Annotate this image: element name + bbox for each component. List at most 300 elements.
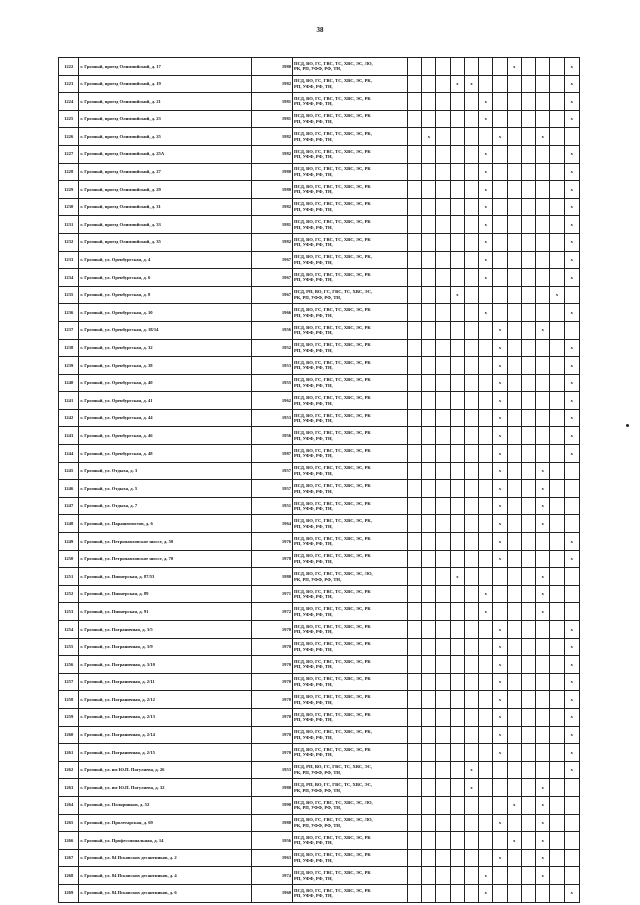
work-mark-cell	[550, 93, 564, 111]
work-mark-cell	[408, 163, 422, 181]
work-mark-cell	[408, 58, 422, 76]
work-mark-cell	[507, 145, 521, 163]
work-mark: x	[498, 538, 502, 544]
work-mark-cell	[493, 321, 507, 339]
work-mark-cell	[436, 832, 450, 850]
work-mark-cell	[479, 832, 493, 850]
work-mark-cell	[450, 251, 464, 269]
work-mark-cell	[564, 233, 579, 251]
systems-cell	[293, 533, 408, 551]
table-row	[59, 744, 580, 762]
work-mark-cell	[536, 304, 550, 322]
work-mark-cell	[550, 656, 564, 674]
address-cell: г. Грозный, ул. 84 Псковских десантников, д. 6	[79, 884, 252, 902]
systems-cell	[293, 181, 408, 199]
work-mark-cell	[479, 198, 493, 216]
row-number: 1266	[59, 832, 79, 850]
work-mark-cell	[479, 216, 493, 234]
row-number: 1237	[59, 321, 79, 339]
year-cell: 1956	[252, 321, 293, 339]
table-row	[59, 638, 580, 656]
systems-line: ПСД, ВО, ГС, ГВС, ТС, ХВС, ЭС, РК,	[294, 78, 372, 84]
work-mark: x	[498, 380, 502, 386]
systems-cell	[293, 374, 408, 392]
work-mark-cell	[493, 110, 507, 128]
systems-line: РП, УФФ, РФ, ТН,	[294, 629, 333, 635]
systems-line: РП, УФФ, РФ, ТН,	[294, 875, 333, 881]
work-mark-cell	[507, 93, 521, 111]
table-row	[59, 621, 580, 639]
work-mark: x	[541, 133, 544, 139]
systems-cell	[293, 339, 408, 357]
work-mark-cell	[450, 163, 464, 181]
work-mark-cell	[550, 216, 564, 234]
work-mark-cell	[464, 708, 478, 726]
work-mark: x	[498, 696, 502, 702]
work-mark-cell	[493, 427, 507, 445]
work-mark-cell	[408, 93, 422, 111]
row-number: 1222	[59, 58, 79, 76]
work-mark-cell	[422, 656, 436, 674]
work-mark-cell	[521, 233, 535, 251]
work-mark-cell	[507, 480, 521, 498]
table-row	[59, 445, 580, 463]
work-mark-cell	[479, 515, 493, 533]
systems-line: РП, УФФ, РФ, ТН,	[294, 101, 333, 107]
work-mark-cell	[564, 568, 579, 586]
work-mark-cell	[564, 145, 579, 163]
work-mark-cell	[550, 304, 564, 322]
work-mark-cell	[493, 480, 507, 498]
work-mark-cell	[450, 585, 464, 603]
work-mark-cell	[464, 867, 478, 885]
address-cell: г. Грозный, ул. Оренбургская, д. 6	[79, 269, 252, 287]
systems-line: ПСД, ВО, ГС, ГВС, ТС, ХВС, ЭС, РК	[294, 641, 371, 647]
work-mark-cell	[521, 638, 535, 656]
work-mark-cell	[408, 269, 422, 287]
systems-line: ПСД, ВО, ГС, ГВС, ТС, ХВС, ЭС, РК	[294, 307, 371, 313]
address-cell: г. Грозный, ул. им Ю.П. Погуляева, д. 26	[79, 761, 252, 779]
work-mark-cell	[507, 409, 521, 427]
row-number: 1238	[59, 339, 79, 357]
work-mark-cell	[479, 445, 493, 463]
table-row	[59, 726, 580, 744]
work-mark-cell	[408, 251, 422, 269]
work-mark-cell	[507, 638, 521, 656]
table-row	[59, 691, 580, 709]
work-mark-cell	[479, 409, 493, 427]
work-mark-cell	[450, 796, 464, 814]
year-cell: 1964	[252, 515, 293, 533]
row-number: 1255	[59, 638, 79, 656]
work-mark: x	[456, 292, 459, 298]
work-mark-cell	[436, 409, 450, 427]
work-mark: x	[570, 169, 573, 175]
work-mark-cell	[536, 427, 550, 445]
work-mark-cell	[450, 497, 464, 515]
work-mark-cell	[521, 409, 535, 427]
year-cell: 1970	[252, 638, 293, 656]
systems-line: РП, УФФ, РФ, ТН,	[294, 699, 333, 705]
work-mark-cell	[521, 656, 535, 674]
systems-cell	[293, 427, 408, 445]
work-mark-cell	[550, 198, 564, 216]
work-mark-cell	[536, 832, 550, 850]
work-mark-cell	[564, 585, 579, 603]
table-row	[59, 286, 580, 304]
work-mark-cell	[436, 233, 450, 251]
work-mark-cell	[408, 744, 422, 762]
work-mark-cell	[507, 304, 521, 322]
row-number: 1228	[59, 163, 79, 181]
year-cell: 1981	[252, 110, 293, 128]
work-mark-cell	[521, 339, 535, 357]
work-mark: x	[498, 485, 502, 491]
work-mark: x	[570, 538, 573, 544]
work-mark-cell	[464, 374, 478, 392]
systems-cell	[293, 550, 408, 568]
address-cell: г. Грозный, ул. Оренбургская, д. 48	[79, 445, 252, 463]
work-mark-cell	[422, 93, 436, 111]
work-mark-cell	[521, 110, 535, 128]
work-mark-cell	[493, 638, 507, 656]
work-mark-cell	[422, 357, 436, 375]
work-mark: x	[570, 204, 573, 210]
work-mark-cell	[564, 515, 579, 533]
work-mark: x	[541, 608, 544, 614]
work-mark-cell	[493, 75, 507, 93]
systems-line: ПСД, ВО, ГС, ГВС, ТС, ХВС, ЭС, РК	[294, 711, 371, 717]
work-mark: x	[484, 239, 487, 245]
table-row	[59, 814, 580, 832]
year-cell: 1980	[252, 568, 293, 586]
work-mark-cell	[408, 761, 422, 779]
work-mark-cell	[564, 251, 579, 269]
work-mark-cell	[422, 409, 436, 427]
work-mark-cell	[521, 585, 535, 603]
work-mark-cell	[422, 726, 436, 744]
work-mark-cell	[507, 163, 521, 181]
work-mark-cell	[536, 691, 550, 709]
work-mark-cell	[408, 286, 422, 304]
work-mark-cell	[450, 550, 464, 568]
systems-line: РП, УФФ, РФ, ТН,	[294, 752, 333, 758]
work-mark-cell	[536, 145, 550, 163]
address-cell: г. Грозный, ул. им Ю.П. Погуляева, д. 32	[79, 779, 252, 797]
work-mark-cell	[521, 533, 535, 551]
systems-line: РП, УФФ, РФ, ТН,	[294, 171, 333, 177]
work-mark-cell	[436, 128, 450, 146]
work-mark-cell	[464, 304, 478, 322]
work-mark: x	[541, 503, 544, 509]
work-mark-cell	[550, 480, 564, 498]
work-mark-cell	[550, 409, 564, 427]
work-mark-cell	[536, 374, 550, 392]
work-mark-cell	[422, 796, 436, 814]
table-row	[59, 585, 580, 603]
work-mark-cell	[507, 128, 521, 146]
work-mark-cell	[521, 286, 535, 304]
row-number: 1265	[59, 814, 79, 832]
work-mark-cell	[493, 93, 507, 111]
systems-line: РП, УФФ, РФ, ТН,	[294, 717, 333, 723]
systems-line: РП, УФФ, РФ, ТН,	[294, 488, 333, 494]
work-mark-cell	[422, 779, 436, 797]
address-cell: г. Грозный, ул. Пограничная, д. 2/15	[79, 744, 252, 762]
work-mark-cell	[521, 568, 535, 586]
work-mark-cell	[536, 761, 550, 779]
work-mark-cell	[408, 867, 422, 885]
work-mark-cell	[507, 58, 521, 76]
row-number: 1260	[59, 726, 79, 744]
systems-line: РП, УФФ, РФ, ТН,	[294, 119, 333, 125]
work-mark: x	[484, 274, 487, 280]
work-mark-cell	[564, 796, 579, 814]
systems-line: РП, УФФ, РФ, ТН,	[294, 541, 333, 547]
work-mark-cell	[408, 480, 422, 498]
work-mark: x	[498, 327, 502, 333]
systems-line: РК, РП, УФФ, РФ, ТН,	[294, 66, 342, 72]
work-mark-cell	[464, 533, 478, 551]
work-mark-cell	[436, 585, 450, 603]
work-mark-cell	[493, 814, 507, 832]
work-mark-cell	[536, 251, 550, 269]
work-mark-cell	[536, 286, 550, 304]
work-mark-cell	[408, 321, 422, 339]
table-row	[59, 128, 580, 146]
work-mark-cell	[550, 673, 564, 691]
work-mark-cell	[564, 198, 579, 216]
work-mark-cell	[408, 515, 422, 533]
work-mark-cell	[436, 638, 450, 656]
work-mark: x	[484, 872, 487, 878]
work-mark-cell	[521, 163, 535, 181]
address-cell: г. Грозный, ул. Пограничная, д. 2/14	[79, 726, 252, 744]
work-mark-cell	[408, 568, 422, 586]
work-mark: x	[541, 520, 544, 526]
work-mark-cell	[564, 480, 579, 498]
work-mark-cell	[564, 357, 579, 375]
work-mark-cell	[493, 251, 507, 269]
row-number: 1229	[59, 181, 79, 199]
work-mark-cell	[479, 93, 493, 111]
systems-line: ПСД, ВО, ГС, ГВС, ТС, ХВС, ЭС, РК	[294, 324, 371, 330]
table-row	[59, 374, 580, 392]
work-mark-cell	[464, 673, 478, 691]
work-mark: x	[456, 81, 459, 87]
work-mark-cell	[507, 814, 521, 832]
work-mark: x	[570, 116, 573, 122]
address-cell: г. Грозный, ул. Пролетарская, д. 69	[79, 814, 252, 832]
year-cell: 1978	[252, 550, 293, 568]
systems-line: ПСД, ВО, ГС, ГВС, ТС, ХВС, ЭС, РК	[294, 271, 371, 277]
row-number: 1252	[59, 585, 79, 603]
work-mark-cell	[564, 867, 579, 885]
work-mark-cell	[436, 339, 450, 357]
work-mark-cell	[464, 796, 478, 814]
systems-cell	[293, 304, 408, 322]
work-mark-cell	[493, 603, 507, 621]
work-mark-cell	[436, 445, 450, 463]
work-mark-cell	[450, 673, 464, 691]
row-number: 1251	[59, 568, 79, 586]
work-mark-cell	[436, 304, 450, 322]
work-mark-cell	[464, 515, 478, 533]
work-mark-cell	[479, 427, 493, 445]
work-mark: x	[541, 468, 544, 474]
work-mark-cell	[408, 621, 422, 639]
work-mark-cell	[493, 884, 507, 902]
work-mark-cell	[464, 93, 478, 111]
systems-line: РП, УФФ, РФ, ТН,	[294, 734, 333, 740]
work-mark-cell	[464, 216, 478, 234]
systems-line: ПСД, ВО, ГС, ГВС, ТС, ХВС, ЭС, РК,	[294, 518, 372, 524]
systems-line: РП, УФФ, РФ, ТН,	[294, 224, 333, 230]
address-cell: г. Грозный, проезд Олимпийский, д. 35	[79, 233, 252, 251]
systems-line: РП, УФФ, РФ, ТН,	[294, 136, 333, 142]
work-mark-cell	[450, 638, 464, 656]
work-mark-cell	[507, 708, 521, 726]
work-mark-cell	[550, 181, 564, 199]
table-row	[59, 462, 580, 480]
address-cell: г. Грозный, проезд Олимпийский, д. 29	[79, 181, 252, 199]
work-mark-cell	[521, 744, 535, 762]
work-mark-cell	[550, 357, 564, 375]
table-row	[59, 216, 580, 234]
work-mark-cell	[536, 198, 550, 216]
work-mark-cell	[536, 515, 550, 533]
work-mark-cell	[507, 181, 521, 199]
row-number: 1241	[59, 392, 79, 410]
work-mark-cell	[408, 638, 422, 656]
work-mark-cell	[479, 269, 493, 287]
work-mark-cell	[464, 145, 478, 163]
work-mark-cell	[450, 621, 464, 639]
work-mark-cell	[479, 286, 493, 304]
work-mark-cell	[479, 656, 493, 674]
work-mark-cell	[507, 673, 521, 691]
work-mark-cell	[536, 392, 550, 410]
work-mark-cell	[493, 867, 507, 885]
work-mark-cell	[521, 128, 535, 146]
work-mark-cell	[479, 603, 493, 621]
work-mark-cell	[408, 181, 422, 199]
work-mark-cell	[493, 445, 507, 463]
work-mark-cell	[450, 814, 464, 832]
address-cell: г. Грозный, ул. Оренбургская, д. 38	[79, 357, 252, 375]
work-mark-cell	[479, 480, 493, 498]
work-mark-cell	[436, 568, 450, 586]
work-mark-cell	[436, 603, 450, 621]
work-mark-cell	[493, 515, 507, 533]
systems-cell	[293, 392, 408, 410]
work-mark-cell	[422, 814, 436, 832]
work-mark: x	[498, 345, 502, 350]
work-mark-cell	[564, 75, 579, 93]
table-row	[59, 673, 580, 691]
systems-cell	[293, 656, 408, 674]
work-mark-cell	[436, 673, 450, 691]
work-mark-cell	[450, 761, 464, 779]
work-mark-cell	[464, 286, 478, 304]
work-mark-cell	[536, 93, 550, 111]
systems-line: ПСД, ВО, ГС, ГВС, ТС, ХВС, ЭС, РК	[294, 852, 371, 858]
work-mark-cell	[564, 849, 579, 867]
work-mark-cell	[507, 321, 521, 339]
work-mark-cell	[536, 533, 550, 551]
systems-cell	[293, 321, 408, 339]
work-mark-cell	[507, 251, 521, 269]
work-mark-cell	[479, 339, 493, 357]
work-mark-cell	[550, 726, 564, 744]
work-mark-cell	[536, 497, 550, 515]
work-mark-cell	[550, 779, 564, 797]
table-row	[59, 832, 580, 850]
systems-cell	[293, 814, 408, 832]
work-mark-cell	[521, 198, 535, 216]
work-mark-cell	[564, 374, 579, 392]
systems-cell	[293, 198, 408, 216]
row-number: 1254	[59, 621, 79, 639]
page-number: 38	[316, 26, 324, 34]
systems-cell	[293, 621, 408, 639]
work-mark-cell	[422, 216, 436, 234]
work-mark: x	[498, 415, 502, 421]
work-mark-cell	[479, 462, 493, 480]
work-mark: x	[484, 309, 487, 315]
work-mark: x	[513, 837, 516, 843]
work-mark-cell	[536, 814, 550, 832]
work-mark-cell	[507, 374, 521, 392]
systems-cell	[293, 603, 408, 621]
systems-line: ПСД, ВО, ГС, ГВС, ТС, ХВС, ЭС, ЛО,	[294, 60, 373, 66]
work-mark-cell	[521, 814, 535, 832]
work-mark-cell	[536, 656, 550, 674]
work-mark-cell	[564, 339, 579, 357]
work-mark-cell	[436, 427, 450, 445]
work-mark-cell	[521, 550, 535, 568]
table-row	[59, 409, 580, 427]
systems-line: ПСД, ВО, ГС, ГВС, ТС, ХВС, ЭС, РК	[294, 113, 371, 119]
work-mark-cell	[422, 497, 436, 515]
work-mark: x	[484, 221, 487, 227]
work-mark-cell	[507, 656, 521, 674]
work-mark-cell	[479, 181, 493, 199]
systems-cell	[293, 93, 408, 111]
work-mark-cell	[536, 181, 550, 199]
work-mark: x	[498, 362, 502, 368]
work-mark-cell	[479, 796, 493, 814]
work-mark-cell	[450, 603, 464, 621]
work-mark-cell	[536, 462, 550, 480]
work-mark-cell	[464, 409, 478, 427]
systems-line: ПСД, ВО, ГС, ГВС, ТС, ХВС, ЭС, РК	[294, 553, 371, 559]
row-number: 1268	[59, 867, 79, 885]
work-mark-cell	[564, 603, 579, 621]
work-mark-cell	[422, 744, 436, 762]
work-mark: x	[484, 186, 487, 192]
systems-line: ПСД, ВО, ГС, ГВС, ТС, ХВС, ЭС, РК	[294, 658, 371, 664]
work-mark-cell	[422, 128, 436, 146]
table-row	[59, 58, 580, 76]
systems-line: ПСД, ВО, ГС, ГВС, ТС, ХВС, ЭС, РК	[294, 183, 371, 189]
table-row	[59, 497, 580, 515]
work-mark-cell	[521, 374, 535, 392]
work-mark-cell	[464, 427, 478, 445]
systems-line: ПСД, ВО, ГС, ГВС, ТС, ХВС, ЭС, РК	[294, 359, 371, 365]
systems-line: РП, УФФ, РФ, ТН,	[294, 382, 333, 388]
work-mark-cell	[450, 427, 464, 445]
